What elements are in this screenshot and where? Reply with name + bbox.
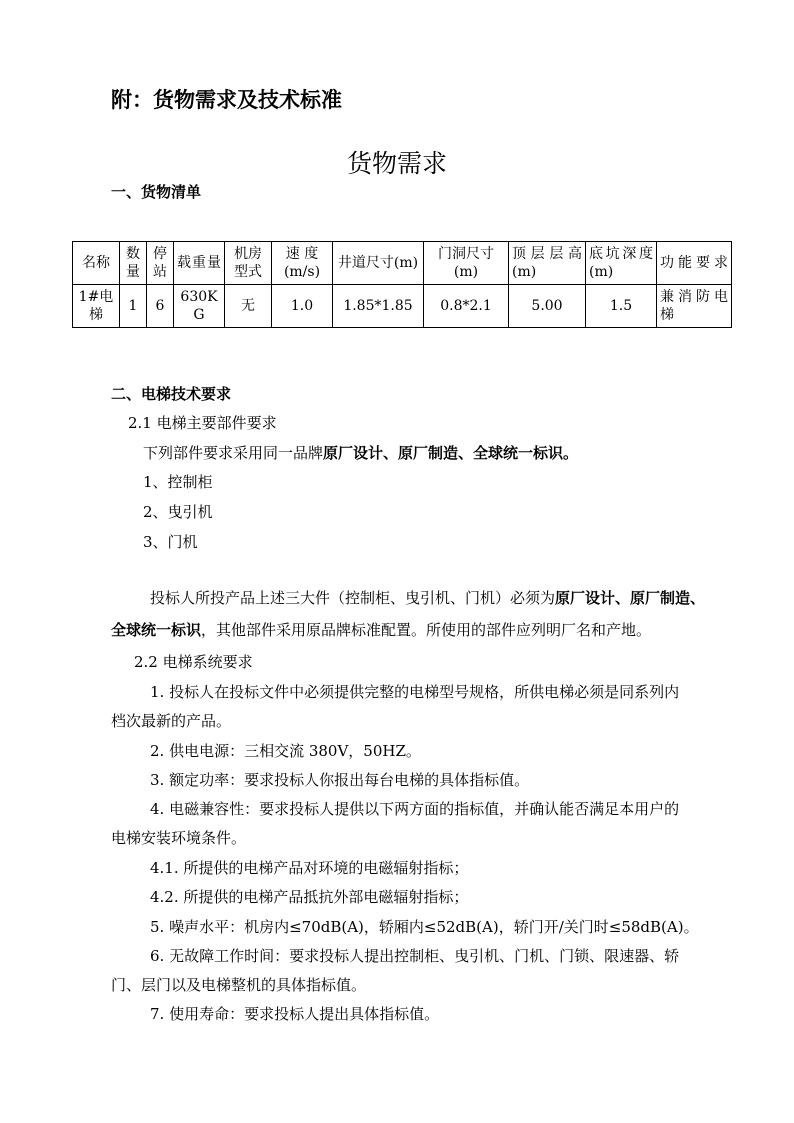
- header-cell: 载重量: [174, 242, 225, 285]
- paragraph: 门、层门以及电梯整机的具体指标值。: [111, 976, 367, 994]
- cell: 1.0: [272, 285, 333, 328]
- table-header-row: [73, 242, 732, 285]
- header-cell: 停站: [147, 242, 174, 285]
- paragraph: 4.1. 所提供的电梯产品对环境的电磁辐射指标；: [150, 859, 469, 877]
- subsection-title: 2.1 电梯主要部件要求: [128, 414, 277, 432]
- paragraph: 1. 投标人在投标文件中必须提供完整的电梯型号规格，所供电梯必须是同系列内: [150, 683, 680, 701]
- paragraph: 4.2. 所提供的电梯产品抵抗外部电磁辐射指标；: [150, 888, 469, 906]
- cell: 无: [225, 285, 272, 328]
- cell: 0.8*2.1: [424, 285, 509, 328]
- goods-table: [72, 241, 732, 328]
- bold-text: 全球统一标识: [111, 621, 202, 639]
- section2-heading: 二、电梯技术要求: [111, 385, 232, 403]
- header-cell: 速 度(m/s): [272, 242, 333, 285]
- cell: 1.85*1.85: [333, 285, 424, 328]
- paragraph: 3. 额定功率：要求投标人你报出每台电梯的具体指标值。: [150, 771, 530, 789]
- cell: 6: [147, 285, 174, 328]
- cell: 630KG: [174, 285, 225, 328]
- section1-heading: 一、货物清单: [111, 183, 202, 201]
- paragraph: 档次最新的产品。: [111, 712, 232, 730]
- header-cell: 门洞尺寸(m): [424, 242, 509, 285]
- paragraph: 电梯安装环境条件。: [111, 829, 247, 847]
- cell: 1.5: [586, 285, 657, 328]
- list-item: 3、门机: [143, 533, 198, 551]
- table-row: [73, 285, 732, 328]
- paragraph: 6. 无故障工作时间：要求投标人提出控制柜、曳引机、门机、门锁、限速器、轿: [150, 947, 680, 965]
- subsection-title: 2.2 电梯系统要求: [134, 653, 253, 671]
- paragraph: 4. 电磁兼容性：要求投标人提供以下两方面的指标值，并确认能否满足本用户的: [150, 800, 680, 818]
- paragraph: 2. 供电电源：三相交流 380V，50HZ。: [150, 742, 421, 760]
- paragraph: 5. 噪声水平：机房内≤70dB(A)，轿厢内≤52dB(A)，轿门开/关门时≤58dB(A)。: [150, 918, 699, 936]
- header-cell: 数量: [120, 242, 147, 285]
- paragraph: [143, 442, 578, 463]
- cell: 5.00: [509, 285, 586, 328]
- header-cell: 底坑深度(m): [586, 242, 657, 285]
- page-title: 货物需求: [346, 149, 447, 178]
- cell: 1: [120, 285, 147, 328]
- appendix-title: 附：货物需求及技术标准: [111, 88, 342, 112]
- paragraph: 7. 使用寿命：要求投标人提出具体指标值。: [150, 1005, 440, 1023]
- list-item: 2、曳引机: [143, 503, 213, 521]
- header-cell: 名称: [73, 242, 120, 285]
- text: 下列部件要求采用同一品牌: [143, 444, 324, 462]
- text: ，其他部件采用原品牌标准配置。所使用的部件应列明厂名和产地。: [201, 621, 652, 639]
- bold-text: 原厂设计、原厂制造、全球统一标识。: [323, 444, 579, 462]
- header-cell: 井道尺寸(m): [333, 242, 424, 285]
- cell: 1#电梯: [73, 285, 120, 328]
- paragraph: [111, 619, 651, 640]
- list-item: 1、控制柜: [143, 473, 213, 491]
- text: 投标人所投产品上述三大件（控制柜、曳引机、门机）必须为: [150, 589, 556, 607]
- header-cell: 机房型式: [225, 242, 272, 285]
- paragraph: [150, 587, 705, 608]
- bold-text: 原厂设计、原厂制造、: [555, 589, 706, 607]
- header-cell: 顶层层高(m): [509, 242, 586, 285]
- header-cell: 功能要求: [657, 242, 732, 285]
- cell: 兼消防电梯: [657, 285, 732, 328]
